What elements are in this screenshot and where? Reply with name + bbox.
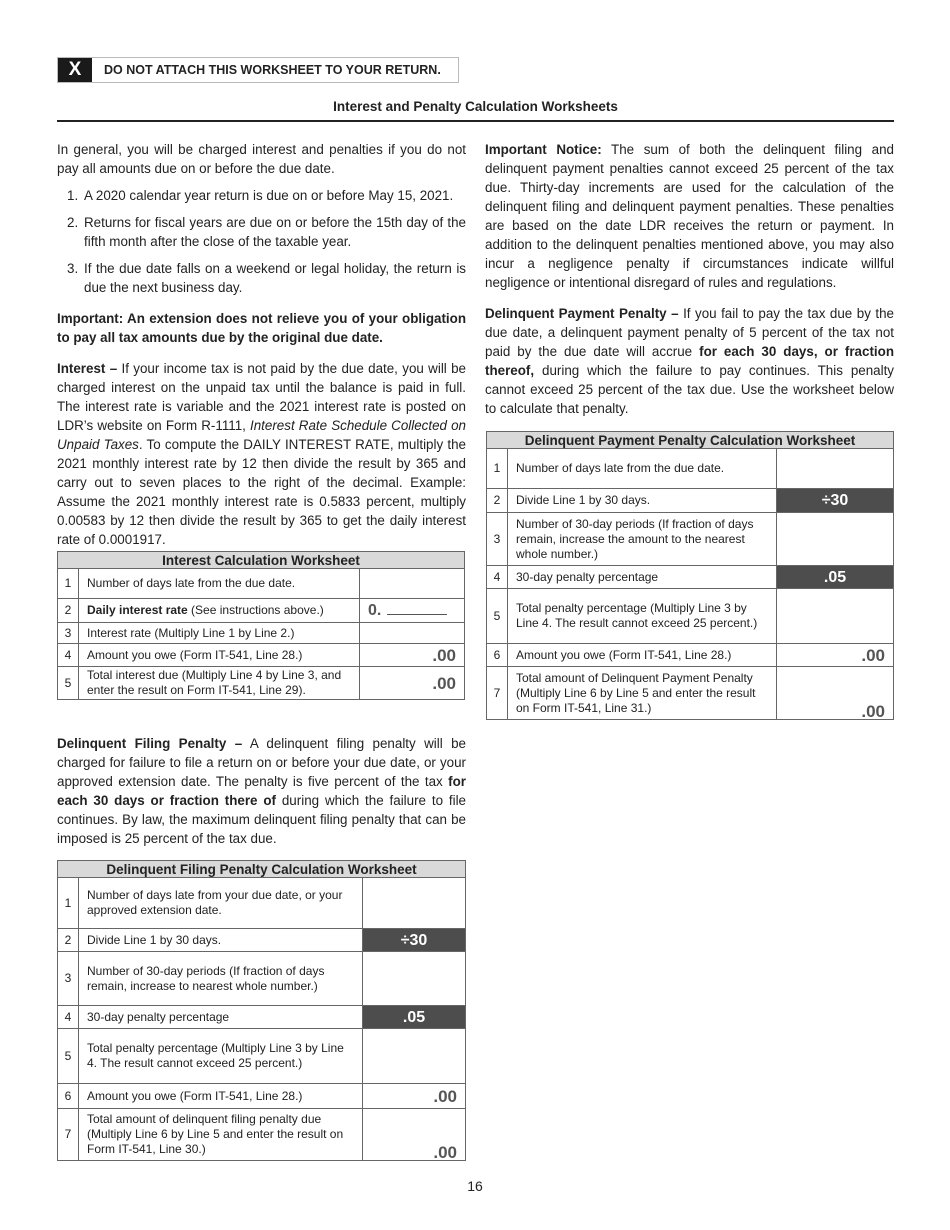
table-row: 3 Number of 30-day periods (If fraction of days remain, increase to nearest whole number.): [58, 952, 466, 1006]
worksheet-header: Delinquent Payment Penalty Calculation Worksheet: [487, 432, 894, 449]
entry-field[interactable]: [363, 1029, 466, 1084]
delinquent-filing-paragraph: Delinquent Filing Penalty – A delinquent filing penalty will be charged for failure to file a return on or before your due date, or your approved extension date. The penalty is five percent of the tax for each 30 days or fraction there of during which the failure to file continues. By law, the maximum delinquent filing penalty that can be imposed is 25 percent of the tax due.: [57, 736, 467, 846]
table-row: 3 Number of 30-day periods (If fraction of days remain, increase the amount to the nearest whole number.): [487, 513, 894, 566]
table-row: 2 Divide Line 1 by 30 days. ÷30: [58, 929, 466, 952]
table-row: 7 Total amount of Delinquent Payment Penalty (Multiply Line 6 by Line 5 and enter the result on Form IT-541, Line 31.) .00: [487, 667, 894, 720]
delinquent-payment-worksheet: [486, 431, 894, 720]
worksheet-header: Interest Calculation Worksheet: [58, 552, 465, 569]
page-title: Interest and Penalty Calculation Worksheets: [333, 99, 618, 114]
entry-field[interactable]: [363, 952, 466, 1006]
entry-field[interactable]: [360, 569, 465, 599]
list-item: 1. A 2020 calendar year return is due on or before May 15, 2021.: [67, 188, 454, 203]
table-row: 4 30-day penalty percentage .05: [487, 566, 894, 589]
delinquent-filing-worksheet: [57, 860, 466, 1161]
list-item: 2. Returns for fiscal years are due on or before the 15th day of the fifth month after the close of the taxable year.: [67, 215, 466, 249]
list-item: 3. If the due date falls on a weekend or legal holiday, the return is due the next business day.: [67, 261, 466, 295]
divisor-cell: ÷30: [363, 929, 466, 952]
delinquent-payment-paragraph: Delinquent Payment Penalty – If you fail to pay the tax due by the due date, a delinquent payment penalty of 5 percent of the tax not paid by the due date will accrue for each 30 days, or fraction thereof, during which the failure to pay continues. This penalty cannot exceed 25 percent of the tax due. Use the worksheet below to calculate that penalty.: [485, 306, 895, 416]
table-row: 6 Amount you owe (Form IT-541, Line 28.) .00: [487, 644, 894, 667]
table-row: 5 Total penalty percentage (Multiply Line 3 by Line 4. The result cannot exceed 25 percent.): [487, 589, 894, 644]
entry-field[interactable]: .00: [363, 1109, 466, 1161]
entry-field[interactable]: .00: [360, 667, 465, 700]
do-not-attach-banner: [57, 57, 459, 83]
entry-field[interactable]: [363, 878, 466, 929]
due-date-list: [57, 186, 466, 297]
table-row: 5 Total penalty percentage (Multiply Line 3 by Line 4. The result cannot exceed 25 percent.): [58, 1029, 466, 1084]
entry-field[interactable]: .00: [777, 644, 894, 667]
entry-field[interactable]: .00: [360, 644, 465, 667]
table-row: 1 Number of days late from your due date, or your approved extension date.: [58, 878, 466, 929]
left-column-intro: [57, 140, 466, 549]
table-row: 1 Number of days late from the due date.: [58, 569, 465, 599]
table-row: 7 Total amount of delinquent filing penalty due (Multiply Line 6 by Line 5 and enter the result on Form IT-541, Line 30.) .00: [58, 1109, 466, 1161]
table-row: 4 Amount you owe (Form IT-541, Line 28.) .00: [58, 644, 465, 667]
entry-field[interactable]: .00: [363, 1084, 466, 1109]
worksheet-header: Delinquent Filing Penalty Calculation Worksheet: [58, 861, 466, 878]
intro-paragraph: In general, you will be charged interest and penalties if you do not pay all amounts due on or before the due date.: [57, 142, 466, 176]
table-row: 2 Divide Line 1 by 30 days. ÷30: [487, 489, 894, 513]
table-row: 4 30-day penalty percentage .05: [58, 1006, 466, 1029]
table-row: 1 Number of days late from the due date.: [487, 449, 894, 489]
penalty-rate-cell: .05: [777, 566, 894, 589]
entry-field[interactable]: .00: [777, 667, 894, 720]
entry-field[interactable]: [777, 513, 894, 566]
important-notice: Important Notice: The sum of both the delinquent filing and delinquent payment penalties cannot exceed 25 percent of the tax due. Thirty-day increments are used for the calculation of the delinquent filing and delinquent payment penalties. These penalties are based on the date LDR receives the return or payment. In addition to the delinquent penalties mentioned above, you may also incur a negligence penalty if circumstances indicate willful negligence or intentional disregard of rules and regulations.: [485, 142, 894, 290]
interest-paragraph: Interest – If your income tax is not paid by the due date, you will be charged interest on the unpaid tax until the balance is paid in full. The interest rate is variable and the 2021 interest rate is posted on LDR’s website on Form R-1111, Interest Rate Schedule Collected on Unpaid Taxes. To compute the DAILY INTEREST RATE, multiply the 2021 monthly interest rate by 12 then divide the result by 365 and carry out to seven places to the right of the decimal. Example: Assume the 2021 monthly interest rate is 0.5833 percent, multiply 0.00583 by 12 then divide the result by 365 to get the daily interest rate of 0.0001917.: [57, 361, 467, 547]
extension-notice: Important: An extension does not relieve you of your obligation to pay all tax amounts due by the original due date.: [57, 311, 466, 345]
entry-field[interactable]: [777, 589, 894, 644]
x-mark-icon: X: [58, 58, 92, 82]
interest-calculation-worksheet: [57, 551, 465, 700]
divisor-cell: ÷30: [777, 489, 894, 513]
title-rule: [57, 120, 894, 122]
table-row: 5 Total interest due (Multiply Line 4 by Line 3, and enter the result on Form IT-541, Line 29). .00: [58, 667, 465, 700]
daily-rate-field[interactable]: 0.: [360, 599, 465, 623]
banner-text: DO NOT ATTACH THIS WORKSHEET TO YOUR RETURN.: [104, 63, 441, 77]
right-column-text: [485, 140, 894, 418]
page-number: 16: [467, 1178, 483, 1194]
penalty-rate-cell: .05: [363, 1006, 466, 1029]
entry-field[interactable]: [360, 623, 465, 644]
entry-field[interactable]: [777, 449, 894, 489]
table-row: 2 Daily interest rate (See instructions above.) 0.: [58, 599, 465, 623]
table-row: 3 Interest rate (Multiply Line 1 by Line 2.): [58, 623, 465, 644]
table-row: 6 Amount you owe (Form IT-541, Line 28.) .00: [58, 1084, 466, 1109]
